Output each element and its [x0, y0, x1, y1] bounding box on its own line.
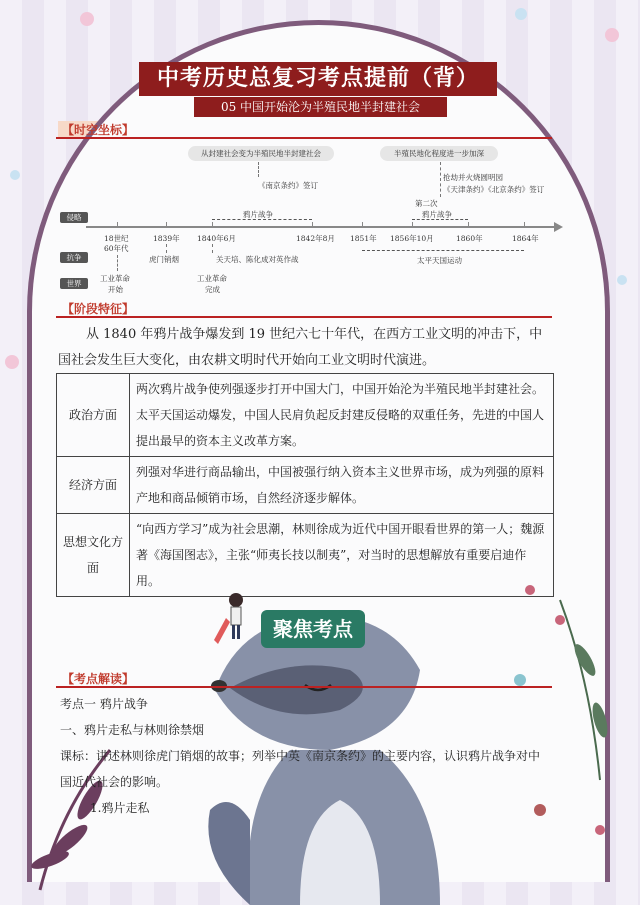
axis-tick	[117, 222, 118, 227]
event-connector	[212, 244, 213, 253]
event-treaties: 《天津条约》《北京条约》签订	[443, 185, 545, 194]
axis-date: 1860年	[456, 234, 483, 243]
axis-date: 1839年	[153, 234, 180, 243]
content-cell: “向西方学习”成为社会思潮，林则徐成为近代中国开眼看世界的第一人；魏源著《海国图志》，主张“师夷长技以制夷”，对当时的思想解放有重要启迪作用。	[130, 514, 554, 597]
axis-tick	[468, 222, 469, 227]
aspect-cell: 政治方面	[57, 374, 130, 457]
axis-date: 1864年	[512, 234, 539, 243]
table-row	[57, 374, 554, 457]
analysis-line: 国近代社会的影响。	[60, 775, 169, 789]
event-connector	[166, 244, 167, 253]
axis-date: 1856年10月	[390, 234, 434, 243]
section-analysis-heading: 【考点解读】	[62, 672, 135, 686]
analysis-line: 课标：讲述林则徐虎门销烟的故事；列举中英《南京条约》的主要内容，认识鸦片战争对中	[60, 749, 541, 763]
axis-tick	[166, 222, 167, 227]
event-second-war: 鸦片战争	[422, 210, 452, 219]
world-event: 工业革命	[197, 274, 227, 283]
content-cell: 两次鸦片战争使列强逐步打开中国大门，中国开始沦为半殖民地半封建社会。太平天国运动爆发，中国人民肩负起反封建反侵略的双重任务，先进的中国人提出最早的资本主义改革方案。	[130, 374, 554, 457]
phase-connector	[258, 162, 259, 177]
event-opium-war: 鸦片战争	[243, 210, 273, 219]
war-span	[212, 219, 312, 220]
confetti-dot	[5, 355, 19, 369]
section-divider	[56, 316, 552, 318]
page-subtitle: 05 中国开始沦为半殖民地半封建社会	[194, 97, 447, 117]
table-row	[57, 457, 554, 514]
section-stage-heading: 【阶段特征】	[62, 302, 135, 316]
student-pencil-icon	[210, 588, 260, 648]
raccoon-tail	[208, 802, 250, 905]
world-event: 完成	[205, 285, 220, 294]
timeline-axis	[86, 226, 556, 228]
confetti-dot	[515, 8, 527, 20]
analysis-line: 1.鸦片走私	[90, 801, 150, 815]
axis-date: 1842年8月	[296, 234, 335, 243]
axis-tick	[312, 222, 313, 227]
event-yuanmingyuan: 抢劫并火烧圆明园	[443, 173, 503, 182]
page-title: 中考历史总复习考点提前（背）	[139, 62, 497, 96]
phase-pill: 半殖民地化程度进一步加深	[380, 146, 498, 161]
phase-connector	[440, 162, 441, 197]
event-humen: 虎门销烟	[149, 255, 179, 264]
content-cell: 列强对华进行商品输出，中国被强行纳入资本主义世界市场，成为列强的原料产地和商品倾销市场，自然经济逐步解体。	[130, 457, 554, 514]
event-taiping: 太平天国运动	[417, 256, 462, 265]
confetti-dot	[80, 12, 94, 26]
leaf-branch-right	[514, 585, 610, 835]
focus-banner: 聚焦考点	[261, 610, 365, 648]
axis-date: 60年代	[104, 244, 129, 253]
axis-tick	[362, 222, 363, 227]
war-span	[412, 219, 468, 220]
confetti-dot	[10, 170, 20, 180]
axis-date: 18世纪	[104, 234, 129, 243]
row-label-resistance: 抗争	[60, 252, 88, 263]
confetti-dot	[605, 28, 619, 42]
timeline-arrow	[554, 222, 563, 232]
event-second: 第二次	[415, 199, 438, 208]
analysis-line: 一、鸦片走私与林则徐禁烟	[60, 723, 205, 737]
world-connector	[117, 255, 118, 271]
taiping-span	[362, 250, 524, 251]
confetti-dot	[617, 275, 627, 285]
event-guan-chen: 关天培、陈化成对英作战	[216, 255, 299, 264]
section-timeline-heading: 【时空坐标】	[62, 123, 135, 137]
stage-paragraph: 从 1840 年鸦片战争爆发到 19 世纪六七十年代，在西方工业文明的冲击下，中国社会发生巨大变化，由农耕文明时代开始向工业文明时代演进。	[58, 327, 543, 368]
axis-date: 1840年6月	[197, 234, 236, 243]
world-event: 开始	[108, 285, 123, 294]
axis-tick	[212, 222, 213, 227]
axis-tick	[524, 222, 525, 227]
aspect-cell: 经济方面	[57, 457, 130, 514]
analysis-line: 考点一 鸦片战争	[60, 697, 148, 711]
world-event: 工业革命	[100, 274, 130, 283]
row-label-world: 世界	[60, 278, 88, 289]
event-nanjing: 《南京条约》签订	[258, 181, 318, 190]
axis-date: 1851年	[350, 234, 377, 243]
section-divider	[56, 137, 552, 139]
section-divider	[56, 686, 552, 688]
axis-tick	[412, 222, 413, 227]
phase-pill: 从封建社会变为半殖民地半封建社会	[188, 146, 334, 161]
row-label-invasion: 侵略	[60, 212, 88, 223]
aspect-cell: 思想文化方面	[57, 514, 130, 597]
